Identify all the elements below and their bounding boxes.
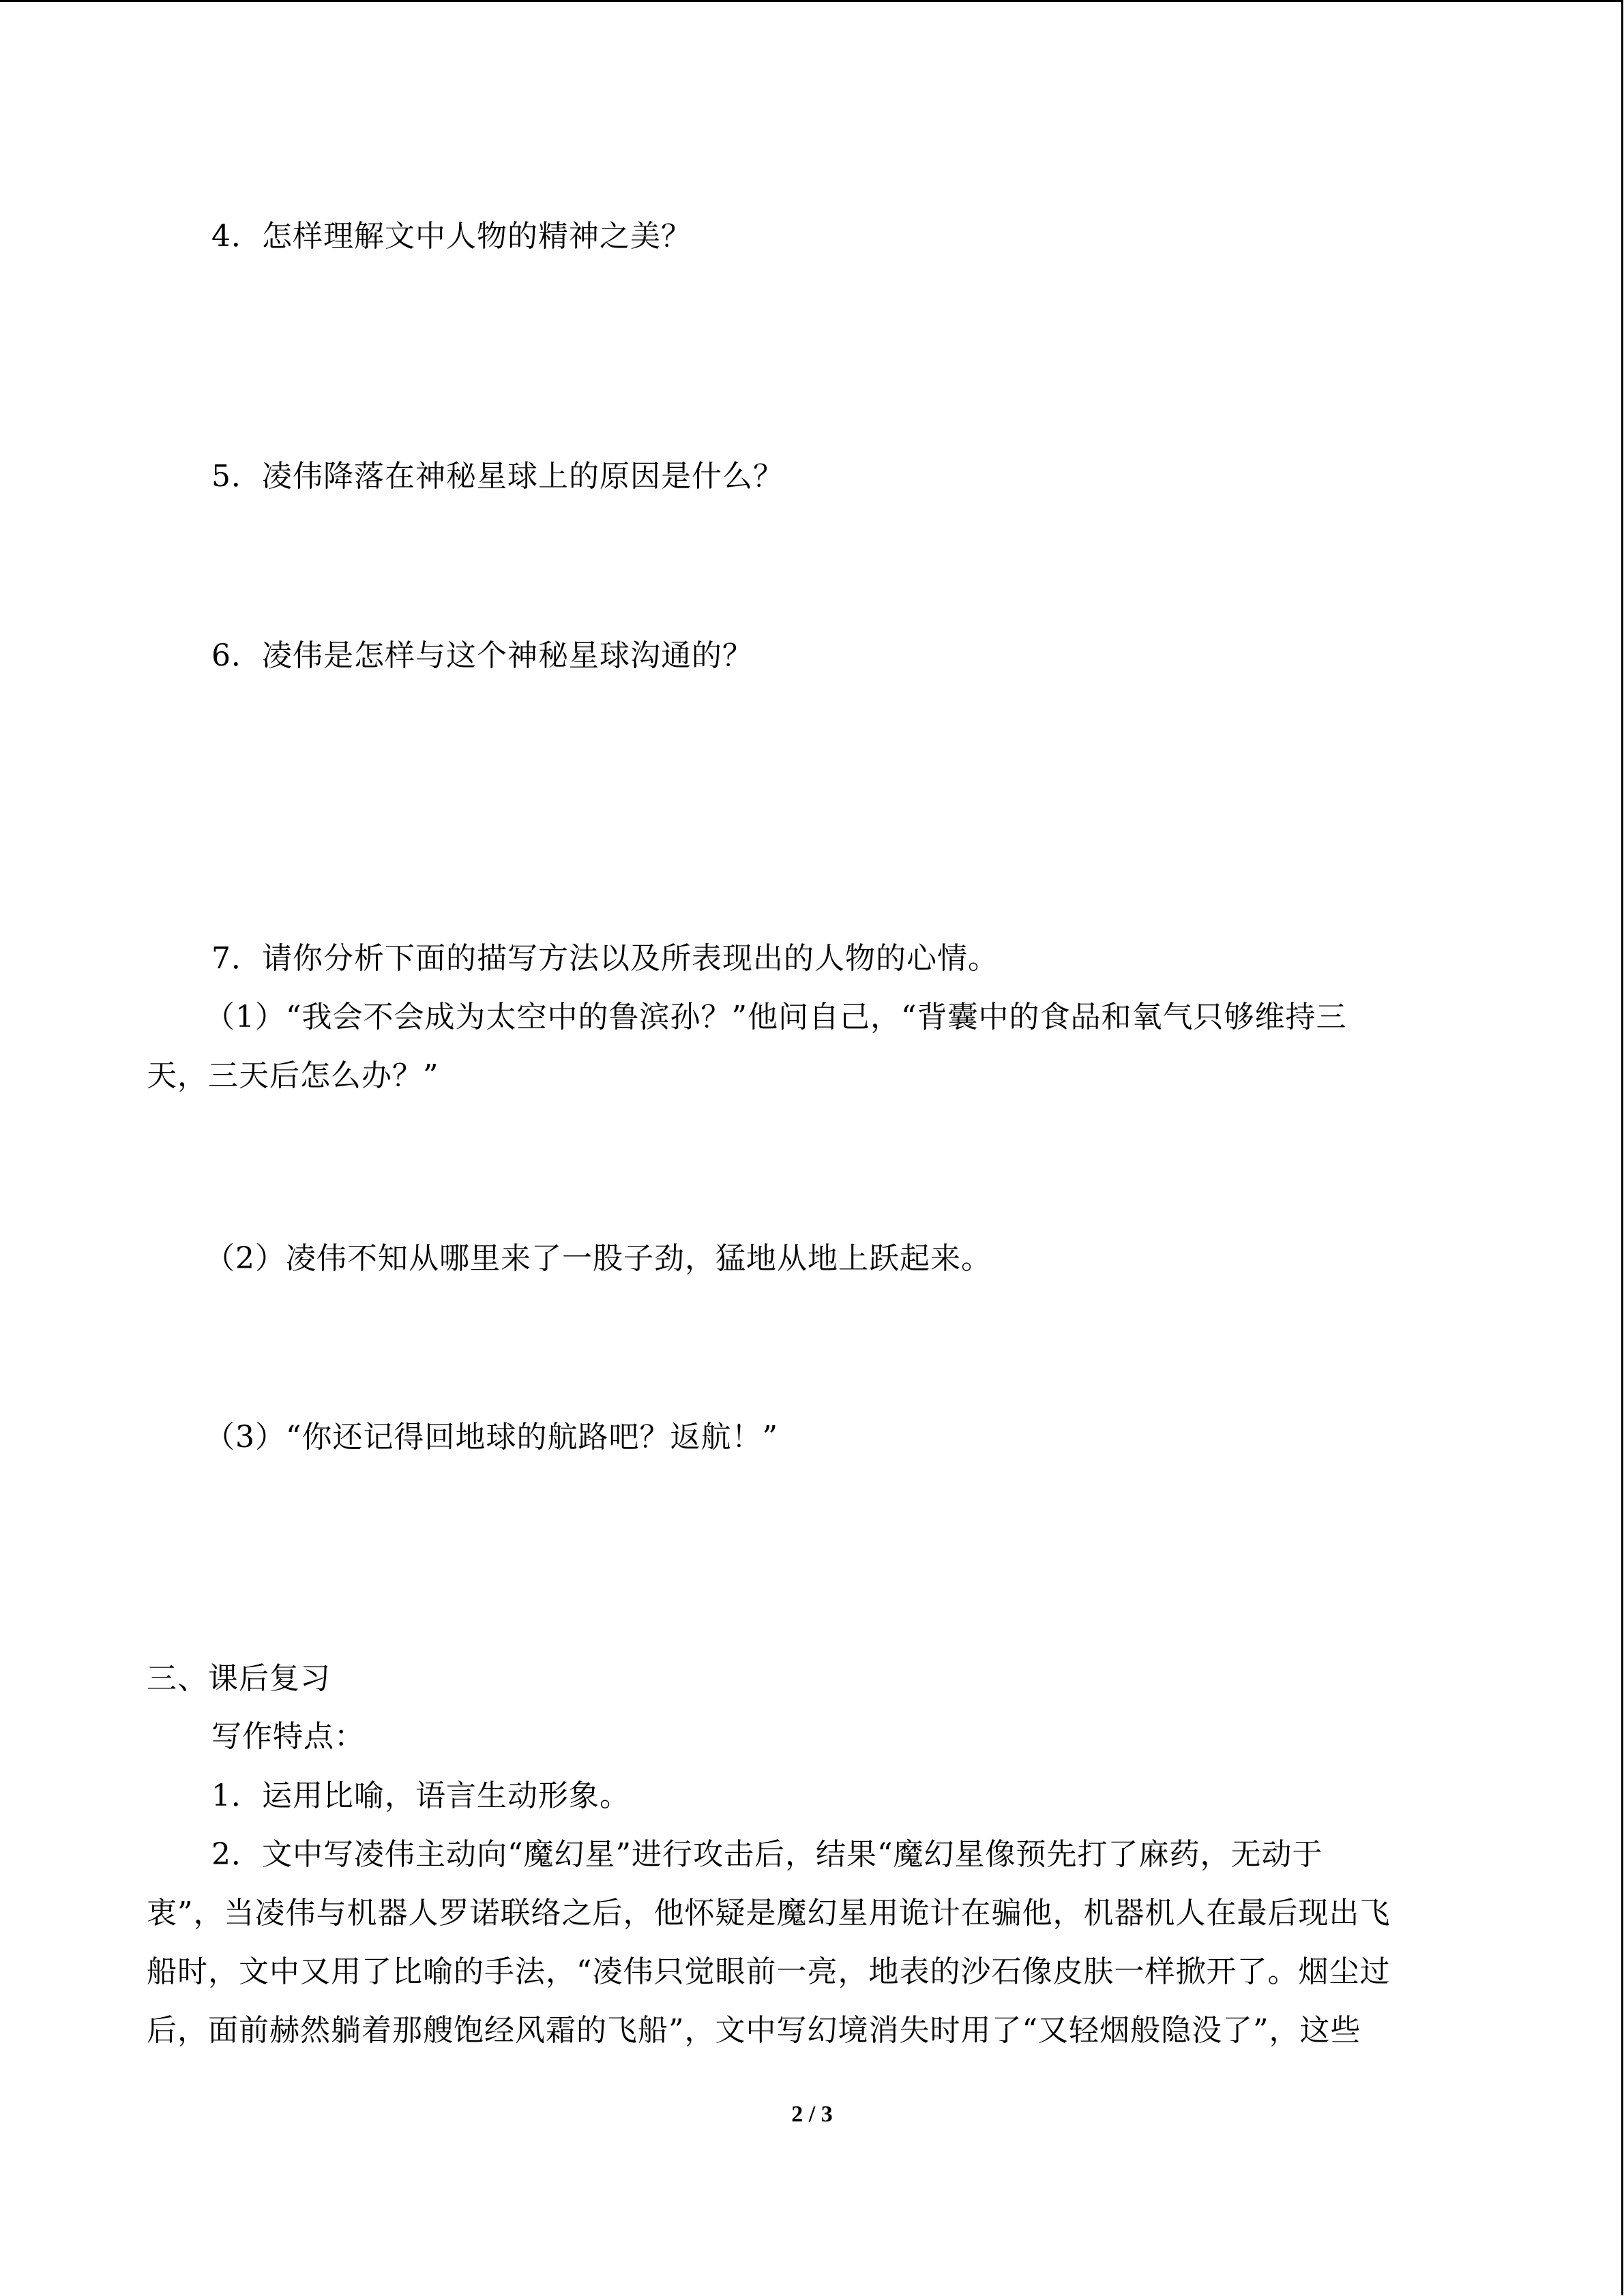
review-heading: 三、课后复习 (147, 1661, 331, 1696)
question-7-prompt: 7．请你分析下面的描写方法以及所表现出的人物的心情。 (211, 941, 999, 976)
question-4: 4．怎样理解文中人物的精神之美？ (211, 219, 692, 254)
question-7-item-2: （2）凌伟不知从哪里来了一股子劲，猛地从地上跃起来。 (205, 1241, 992, 1276)
writing-feature-point-2-line-3: 船时，文中又用了比喻的手法，“凌伟只觉眼前一亮，地表的沙石像皮肤一样掀开了。烟尘过 (147, 1954, 1391, 1989)
writing-feature-point-2-line-4: 后，面前赫然躺着那艘饱经风霜的飞船”，文中写幻境消失时用了“又轻烟般隐没了”，这些 (147, 2013, 1361, 2048)
writing-feature-point-2-line-1: 2．文中写凌伟主动向“魔幻星”进行攻击后，结果“魔幻星像预先打了麻药，无动于 (211, 1837, 1323, 1872)
writing-features-subheading: 写作特点： (211, 1719, 365, 1754)
question-7-item-1-line-2: 天，三天后怎么办？” (147, 1058, 439, 1093)
question-6: 6．凌伟是怎样与这个神秘星球沟通的？ (211, 638, 753, 673)
writing-feature-point-1: 1．运用比喻，语言生动形象。 (211, 1778, 630, 1813)
question-7-item-3: （3）“你还记得回地球的航路吧？返航！” (205, 1420, 778, 1455)
question-5: 5．凌伟降落在神秘星球上的原因是什么？ (211, 459, 784, 494)
writing-feature-point-2-line-2: 衷”，当凌伟与机器人罗诺联络之后，他怀疑是魔幻星用诡计在骗他，机器机人在最后现出飞 (147, 1896, 1391, 1930)
question-7-item-1-line-1: （1）“我会不会成为太空中的鲁滨孙？”他问自己，“背囊中的食品和氧气只够维持三 (205, 1000, 1347, 1034)
page-number: 2 / 3 (791, 2102, 833, 2127)
